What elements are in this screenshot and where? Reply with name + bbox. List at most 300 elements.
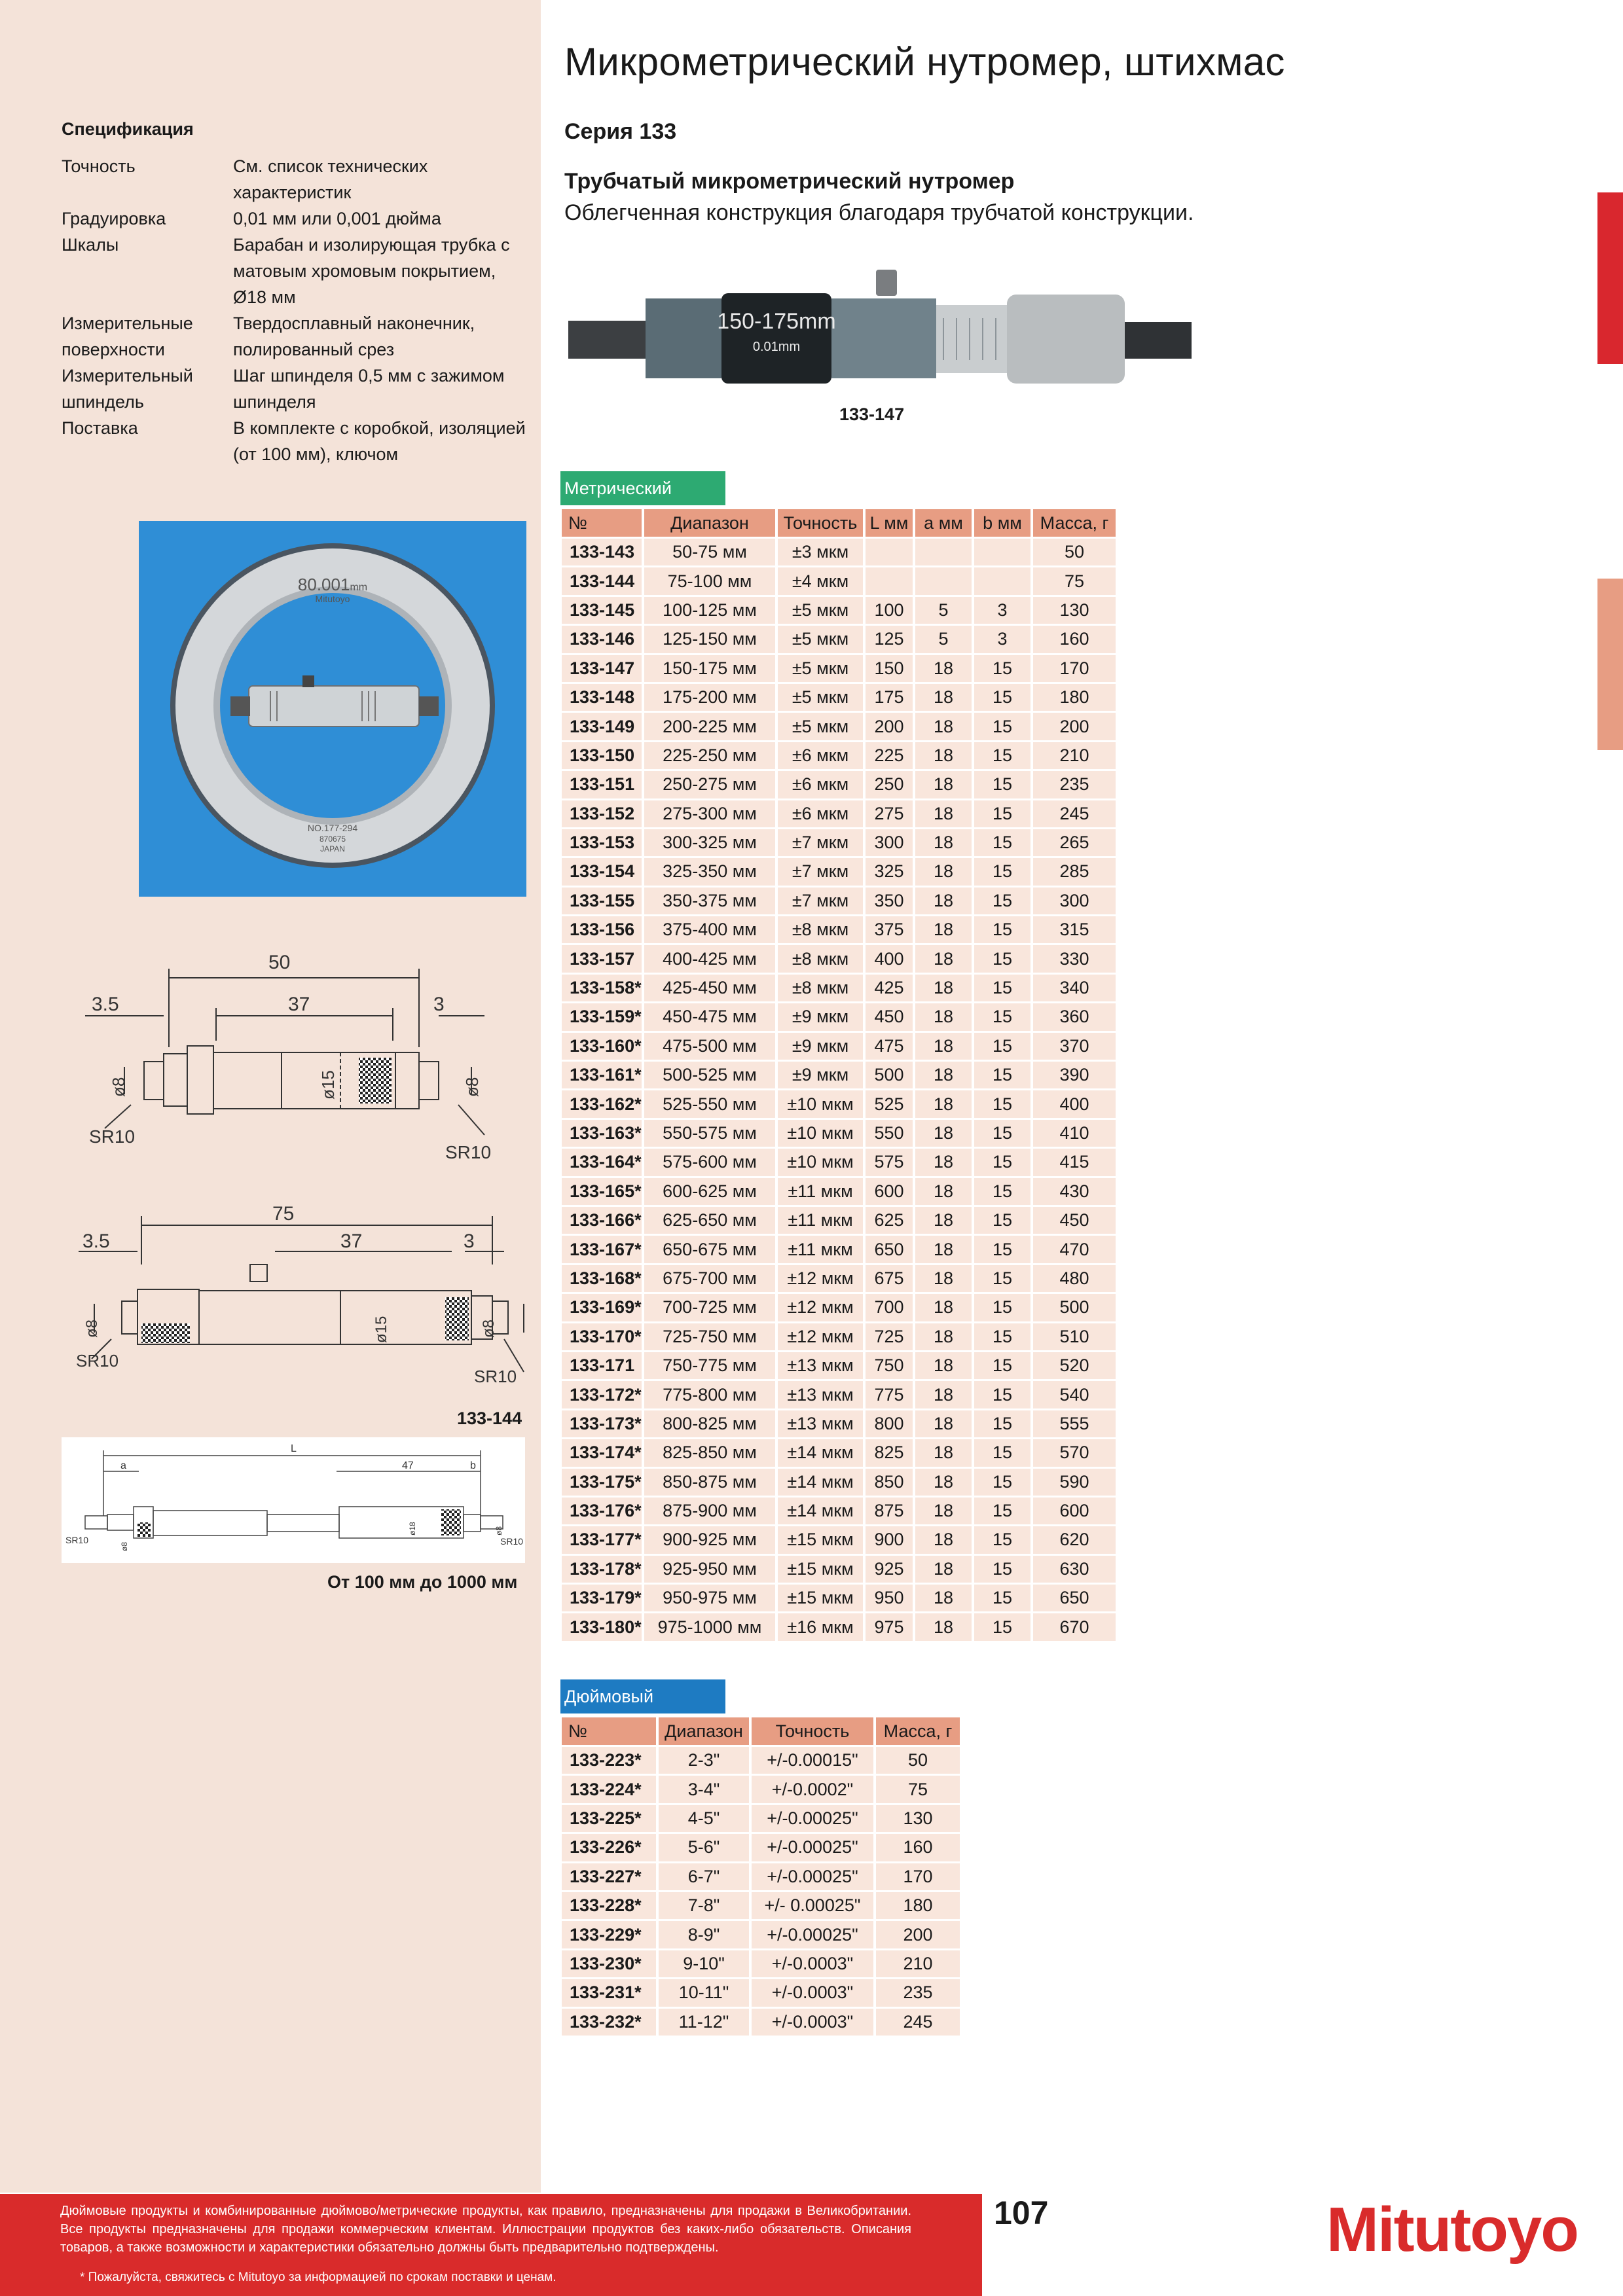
table-row <box>562 1833 961 1862</box>
dim-47: 47 <box>402 1460 414 1471</box>
table-cell: 575-600 мм <box>643 1148 776 1177</box>
table-row <box>562 1746 961 1775</box>
model-number-cell: 133-229* <box>562 1920 657 1949</box>
table-row <box>562 1439 1117 1467</box>
table-cell: 15 <box>973 973 1032 1002</box>
table-row <box>562 1949 961 1978</box>
table-cell: 15 <box>973 1177 1032 1206</box>
dim-b: b <box>470 1460 476 1471</box>
table-row <box>562 1613 1117 1641</box>
table-cell: ±8 мкм <box>776 973 864 1002</box>
section-marker-salmon <box>1597 579 1623 750</box>
spec-row <box>62 310 533 363</box>
dim-sr10-right: SR10 <box>445 1142 492 1162</box>
table-cell: ±11 мкм <box>776 1177 864 1206</box>
table-row <box>562 538 1117 567</box>
table-cell: 200-225 мм <box>643 712 776 741</box>
table-cell: 570 <box>1032 1439 1117 1467</box>
table-cell: 15 <box>973 828 1032 857</box>
metric-header-cell: a мм <box>914 509 973 538</box>
dim-sr10-left-b: SR10 <box>76 1351 119 1371</box>
metric-table <box>562 509 1118 1643</box>
table-row <box>562 1496 1117 1525</box>
table-cell: 15 <box>973 1439 1032 1467</box>
table-row <box>562 1061 1117 1090</box>
table-cell: 525 <box>864 1090 914 1119</box>
table-cell: ±13 мкм <box>776 1380 864 1409</box>
drawing-3-caption: От 100 мм до 1000 мм <box>327 1572 518 1592</box>
dim-d8-right: ø8 <box>462 1077 482 1097</box>
model-number-cell: 133-152 <box>562 799 643 828</box>
table-cell: 315 <box>1032 916 1117 944</box>
table-row <box>562 828 1117 857</box>
table-cell: ±15 мкм <box>776 1526 864 1554</box>
table-cell: 950-975 мм <box>643 1584 776 1613</box>
model-number-cell: 133-164* <box>562 1148 643 1177</box>
table-row <box>562 973 1117 1002</box>
model-number-cell: 133-154 <box>562 857 643 886</box>
table-row <box>562 770 1117 799</box>
table-cell: 18 <box>914 683 973 711</box>
model-number-cell: 133-160* <box>562 1031 643 1060</box>
table-cell: 875 <box>864 1496 914 1525</box>
table-cell <box>864 567 914 596</box>
dim-37: 37 <box>288 994 310 1015</box>
product-subtitle: Трубчатый микрометрический нутромер <box>564 169 1015 194</box>
inch-header-cell: Точность <box>750 1717 875 1746</box>
table-cell: 18 <box>914 1322 973 1351</box>
table-cell: 520 <box>1032 1351 1117 1380</box>
table-cell: 510 <box>1032 1322 1117 1351</box>
model-number-cell: 133-172* <box>562 1380 643 1409</box>
table-cell: 75-100 мм <box>643 567 776 596</box>
model-number-cell: 133-223* <box>562 1746 657 1775</box>
table-cell: 825-850 мм <box>643 1439 776 1467</box>
table-cell: +/-0.0003" <box>750 2007 875 2036</box>
table-cell: 15 <box>973 944 1032 973</box>
table-cell: 390 <box>1032 1061 1117 1090</box>
table-cell: 18 <box>914 857 973 886</box>
table-cell: 675 <box>864 1264 914 1293</box>
table-cell: +/-0.0003" <box>750 1979 875 2007</box>
table-cell: ±10 мкм <box>776 1148 864 1177</box>
product-description: Облегченная конструкция благодаря трубчатой конструкции. <box>564 200 1194 225</box>
product-range-label: 150-175mm <box>717 309 836 334</box>
table-cell: 375 <box>864 916 914 944</box>
table-cell: 18 <box>914 1584 973 1613</box>
dim-d15: ø15 <box>318 1070 338 1100</box>
spec-value: Шаг шпинделя 0,5 мм с зажимом шпинделя <box>233 366 505 412</box>
model-number-cell: 133-173* <box>562 1409 643 1438</box>
table-cell: 180 <box>875 1891 961 1920</box>
table-cell: 425 <box>864 973 914 1002</box>
table-cell: 18 <box>914 1351 973 1380</box>
inch-table <box>562 1717 962 2037</box>
table-cell: 18 <box>914 973 973 1002</box>
table-cell: +/-0.0003" <box>750 1949 875 1978</box>
table-cell: 850 <box>864 1467 914 1496</box>
table-cell: 3 <box>973 596 1032 624</box>
table-cell: 775-800 мм <box>643 1380 776 1409</box>
table-cell: 125-150 мм <box>643 625 776 654</box>
table-cell: 15 <box>973 683 1032 711</box>
model-number-cell: 133-159* <box>562 1003 643 1031</box>
model-number-cell: 133-169* <box>562 1293 643 1322</box>
table-row <box>562 1584 1117 1613</box>
metric-tag: Метрический <box>560 471 725 505</box>
table-row <box>562 1979 961 2007</box>
model-number-cell: 133-151 <box>562 770 643 799</box>
table-row <box>562 1003 1117 1031</box>
dim-d8-left-b: ø8 <box>83 1319 101 1338</box>
model-number-cell: 133-157 <box>562 944 643 973</box>
table-cell: 18 <box>914 1206 973 1234</box>
spec-value: См. список технических характеристик <box>233 156 428 202</box>
table-cell: 15 <box>973 1090 1032 1119</box>
table-cell: 18 <box>914 828 973 857</box>
metric-header-cell: № <box>562 509 643 538</box>
model-number-cell: 133-144 <box>562 567 643 596</box>
table-cell: 225-250 мм <box>643 741 776 770</box>
table-cell: 75 <box>875 1775 961 1804</box>
table-cell: 630 <box>1032 1554 1117 1583</box>
table-cell: ±14 мкм <box>776 1496 864 1525</box>
table-cell: 15 <box>973 1031 1032 1060</box>
table-cell: ±10 мкм <box>776 1119 864 1147</box>
table-cell: 480 <box>1032 1264 1117 1293</box>
table-cell: 15 <box>973 1496 1032 1525</box>
table-cell: 18 <box>914 1148 973 1177</box>
model-number-cell: 133-150 <box>562 741 643 770</box>
table-row <box>562 1206 1117 1234</box>
table-cell: +/-0.00025" <box>750 1833 875 1862</box>
table-cell: ±9 мкм <box>776 1061 864 1090</box>
dim-3: 3 <box>433 994 445 1015</box>
table-cell: ±14 мкм <box>776 1439 864 1467</box>
table-cell: 18 <box>914 1235 973 1264</box>
model-number-cell: 133-224* <box>562 1775 657 1804</box>
model-number-cell: 133-178* <box>562 1554 643 1583</box>
spec-row <box>62 415 533 467</box>
model-number-cell: 133-171 <box>562 1351 643 1380</box>
table-cell: 590 <box>1032 1467 1117 1496</box>
table-cell: 200 <box>864 712 914 741</box>
table-cell: 750 <box>864 1351 914 1380</box>
spec-value: Барабан и изолирующая трубка с матовым хромовым покрытием, Ø18 мм <box>233 235 510 307</box>
table-cell: 250-275 мм <box>643 770 776 799</box>
table-cell: 400 <box>864 944 914 973</box>
model-number-cell: 133-176* <box>562 1496 643 1525</box>
spec-key: Градуировка <box>62 209 166 228</box>
table-cell: 500 <box>1032 1293 1117 1322</box>
table-cell: 7-8" <box>657 1891 750 1920</box>
table-cell: 265 <box>1032 828 1117 857</box>
spec-table <box>62 153 533 467</box>
table-cell: 160 <box>875 1833 961 1862</box>
dim-3-5-b: 3.5 <box>82 1230 110 1252</box>
model-number-cell: 133-230* <box>562 1949 657 1978</box>
model-number-cell: 133-174* <box>562 1439 643 1467</box>
table-cell: ±12 мкм <box>776 1293 864 1322</box>
table-cell: 675-700 мм <box>643 1264 776 1293</box>
product-photo <box>563 255 1211 412</box>
table-cell: 18 <box>914 741 973 770</box>
table-cell: 18 <box>914 1119 973 1147</box>
table-cell: ±9 мкм <box>776 1003 864 1031</box>
table-cell: 245 <box>1032 799 1117 828</box>
table-cell: 725-750 мм <box>643 1322 776 1351</box>
table-cell: 130 <box>875 1804 961 1833</box>
spec-row <box>62 206 533 232</box>
ring-gauge-illustration <box>139 521 526 897</box>
model-number-cell: 133-225* <box>562 1804 657 1833</box>
table-cell: ±3 мкм <box>776 538 864 567</box>
table-cell: 650 <box>864 1235 914 1264</box>
table-row <box>562 1177 1117 1206</box>
drawing-2-caption: 133-144 <box>457 1408 522 1428</box>
spec-value: Твердосплавный наконечник, полированный срез <box>233 314 475 359</box>
table-cell: ±5 мкм <box>776 596 864 624</box>
table-cell: 325-350 мм <box>643 857 776 886</box>
table-cell: ±4 мкм <box>776 567 864 596</box>
table-cell: 100-125 мм <box>643 596 776 624</box>
table-cell: 18 <box>914 799 973 828</box>
table-cell: 15 <box>973 1584 1032 1613</box>
table-cell: 18 <box>914 712 973 741</box>
dim-d18: ø18 <box>408 1522 417 1535</box>
product-photo-caption: 133-147 <box>839 404 905 424</box>
table-cell: 555 <box>1032 1409 1117 1438</box>
table-cell: 750-775 мм <box>643 1351 776 1380</box>
table-cell: 325 <box>864 857 914 886</box>
table-row <box>562 1920 961 1949</box>
table-cell <box>864 538 914 567</box>
model-number-cell: 133-158* <box>562 973 643 1002</box>
table-cell: 375-400 мм <box>643 916 776 944</box>
table-cell: ±13 мкм <box>776 1351 864 1380</box>
table-cell: 18 <box>914 1526 973 1554</box>
table-cell: 15 <box>973 1409 1032 1438</box>
dimension-drawing-3 <box>62 1437 525 1563</box>
table-cell: 470 <box>1032 1235 1117 1264</box>
table-cell: ±7 мкм <box>776 886 864 915</box>
table-cell: 700-725 мм <box>643 1293 776 1322</box>
metric-header-cell: L мм <box>864 509 914 538</box>
table-cell: +/- 0.00025" <box>750 1891 875 1920</box>
spec-row <box>62 232 533 310</box>
table-cell: 900-925 мм <box>643 1526 776 1554</box>
table-row <box>562 1351 1117 1380</box>
table-cell: 100 <box>864 596 914 624</box>
table-cell: 180 <box>1032 683 1117 711</box>
table-cell: ±8 мкм <box>776 944 864 973</box>
table-cell: 650-675 мм <box>643 1235 776 1264</box>
table-cell: ±12 мкм <box>776 1322 864 1351</box>
table-row <box>562 886 1117 915</box>
table-row <box>562 1148 1117 1177</box>
table-cell: 400-425 мм <box>643 944 776 973</box>
spec-value: 0,01 мм или 0,001 дюйма <box>233 209 441 228</box>
table-cell: 2-3" <box>657 1746 750 1775</box>
table-cell: 850-875 мм <box>643 1467 776 1496</box>
metric-header-row <box>562 509 1117 538</box>
table-cell: 575 <box>864 1148 914 1177</box>
dim-d8-left-c: ø8 <box>120 1541 129 1551</box>
table-cell: 18 <box>914 1613 973 1641</box>
table-cell: ±6 мкм <box>776 741 864 770</box>
table-cell: 975 <box>864 1613 914 1641</box>
model-number-cell: 133-145 <box>562 596 643 624</box>
table-cell: 15 <box>973 1526 1032 1554</box>
table-cell: ±8 мкм <box>776 916 864 944</box>
dim-sr10-right-b: SR10 <box>474 1367 517 1386</box>
model-number-cell: 133-167* <box>562 1235 643 1264</box>
page-number: 107 <box>994 2195 1049 2231</box>
table-cell: 18 <box>914 1003 973 1031</box>
model-number-cell: 133-155 <box>562 886 643 915</box>
table-cell: 4-5" <box>657 1804 750 1833</box>
brand-logo: Mitutoyo <box>1326 2195 1578 2265</box>
table-cell: 600 <box>1032 1496 1117 1525</box>
table-row <box>562 1090 1117 1119</box>
table-cell: 360 <box>1032 1003 1117 1031</box>
model-number-cell: 133-227* <box>562 1862 657 1891</box>
table-cell: 150 <box>864 654 914 683</box>
table-cell: 50 <box>1032 538 1117 567</box>
section-marker-red <box>1597 192 1623 364</box>
table-row <box>562 1380 1117 1409</box>
table-cell: 15 <box>973 1235 1032 1264</box>
table-cell: +/-0.00025" <box>750 1920 875 1949</box>
table-cell: 10-11" <box>657 1979 750 2007</box>
inch-header-cell: Диапазон <box>657 1717 750 1746</box>
table-cell: 18 <box>914 944 973 973</box>
table-row <box>562 1891 961 1920</box>
table-cell: 235 <box>1032 770 1117 799</box>
ring-brand: Mitutoyo <box>315 594 350 604</box>
table-cell: 235 <box>875 1979 961 2007</box>
table-cell: 650 <box>1032 1584 1117 1613</box>
dimension-drawing-1 <box>59 942 517 1178</box>
table-cell: 550 <box>864 1119 914 1147</box>
table-cell: ±6 мкм <box>776 799 864 828</box>
table-cell: 5 <box>914 596 973 624</box>
table-cell: 150-175 мм <box>643 654 776 683</box>
footer-note: Дюймовые продукты и комбинированные дюймово/метрические продукты, как правило, предназначены для продажи в Великобритании. Все продукты предназначены для продажи коммерческим клиентам. Иллюстрации продуктов без каких-либо обязательств. Описания товаров, а также возможности и характеристики обязательно должны быть предварительно подтверждены. <box>60 2204 911 2255</box>
metric-header-cell: Диапазон <box>643 509 776 538</box>
table-cell: ±11 мкм <box>776 1206 864 1234</box>
table-cell: 975-1000 мм <box>643 1613 776 1641</box>
table-cell: 15 <box>973 1613 1032 1641</box>
table-cell: 170 <box>1032 654 1117 683</box>
table-cell: 450 <box>1032 1206 1117 1234</box>
table-cell: 900 <box>864 1526 914 1554</box>
model-number-cell: 133-165* <box>562 1177 643 1206</box>
dim-75: 75 <box>272 1203 295 1225</box>
ring-label: 80.001 <box>297 575 350 594</box>
table-cell: 50 <box>875 1746 961 1775</box>
table-cell: 450 <box>864 1003 914 1031</box>
dim-L: L <box>291 1443 297 1454</box>
model-number-cell: 133-161* <box>562 1061 643 1090</box>
table-cell: 670 <box>1032 1613 1117 1641</box>
table-cell: 18 <box>914 1409 973 1438</box>
spec-row <box>62 363 533 415</box>
table-cell: 340 <box>1032 973 1117 1002</box>
spec-key: Шкалы <box>62 235 119 255</box>
model-number-cell: 133-179* <box>562 1584 643 1613</box>
table-row <box>562 1235 1117 1264</box>
table-cell: 415 <box>1032 1148 1117 1177</box>
table-row <box>562 1554 1117 1583</box>
inch-header-row <box>562 1717 961 1746</box>
table-row <box>562 1862 961 1891</box>
table-cell: 15 <box>973 1554 1032 1583</box>
model-number-cell: 133-162* <box>562 1090 643 1119</box>
metric-header-cell: Масса, г <box>1032 509 1117 538</box>
dim-sr10-left-c: SR10 <box>65 1535 89 1545</box>
table-cell: 210 <box>875 1949 961 1978</box>
table-row <box>562 625 1117 654</box>
table-cell: 800-825 мм <box>643 1409 776 1438</box>
table-cell: 15 <box>973 1380 1032 1409</box>
table-cell: 18 <box>914 1061 973 1090</box>
model-number-cell: 133-177* <box>562 1526 643 1554</box>
table-cell: 775 <box>864 1380 914 1409</box>
footer-bar <box>0 2194 982 2296</box>
table-cell <box>973 538 1032 567</box>
model-number-cell: 133-231* <box>562 1979 657 2007</box>
table-cell: 15 <box>973 1206 1032 1234</box>
table-cell: 175 <box>864 683 914 711</box>
table-cell: 525-550 мм <box>643 1090 776 1119</box>
table-cell: 550-575 мм <box>643 1119 776 1147</box>
table-cell: 15 <box>973 857 1032 886</box>
table-cell: 15 <box>973 1061 1032 1090</box>
table-cell: 625-650 мм <box>643 1206 776 1234</box>
table-row <box>562 799 1117 828</box>
table-cell: ±7 мкм <box>776 828 864 857</box>
table-cell: ±7 мкм <box>776 857 864 886</box>
table-cell: 160 <box>1032 625 1117 654</box>
table-cell: 15 <box>973 1293 1032 1322</box>
model-number-cell: 133-175* <box>562 1467 643 1496</box>
table-row <box>562 1775 961 1804</box>
table-cell: ±13 мкм <box>776 1409 864 1438</box>
table-row <box>562 741 1117 770</box>
table-cell: 620 <box>1032 1526 1117 1554</box>
spec-value: В комплекте с коробкой, изоляцией (от 100 мм), ключом <box>233 418 526 464</box>
table-cell: 15 <box>973 886 1032 915</box>
model-number-cell: 133-228* <box>562 1891 657 1920</box>
table-cell: 625 <box>864 1206 914 1234</box>
table-cell: 170 <box>875 1862 961 1891</box>
model-number-cell: 133-170* <box>562 1322 643 1351</box>
ring-country: JAPAN <box>320 844 345 853</box>
table-cell: 225 <box>864 741 914 770</box>
table-cell: 6-7" <box>657 1862 750 1891</box>
table-cell: 50-75 мм <box>643 538 776 567</box>
table-cell: ±12 мкм <box>776 1264 864 1293</box>
model-number-cell: 133-153 <box>562 828 643 857</box>
model-number-cell: 133-226* <box>562 1833 657 1862</box>
table-cell: 275-300 мм <box>643 799 776 828</box>
table-cell: 300 <box>864 828 914 857</box>
table-cell: 8-9" <box>657 1920 750 1949</box>
table-cell: 15 <box>973 1467 1032 1496</box>
inch-tag: Дюймовый <box>560 1679 725 1713</box>
table-cell: 825 <box>864 1439 914 1467</box>
